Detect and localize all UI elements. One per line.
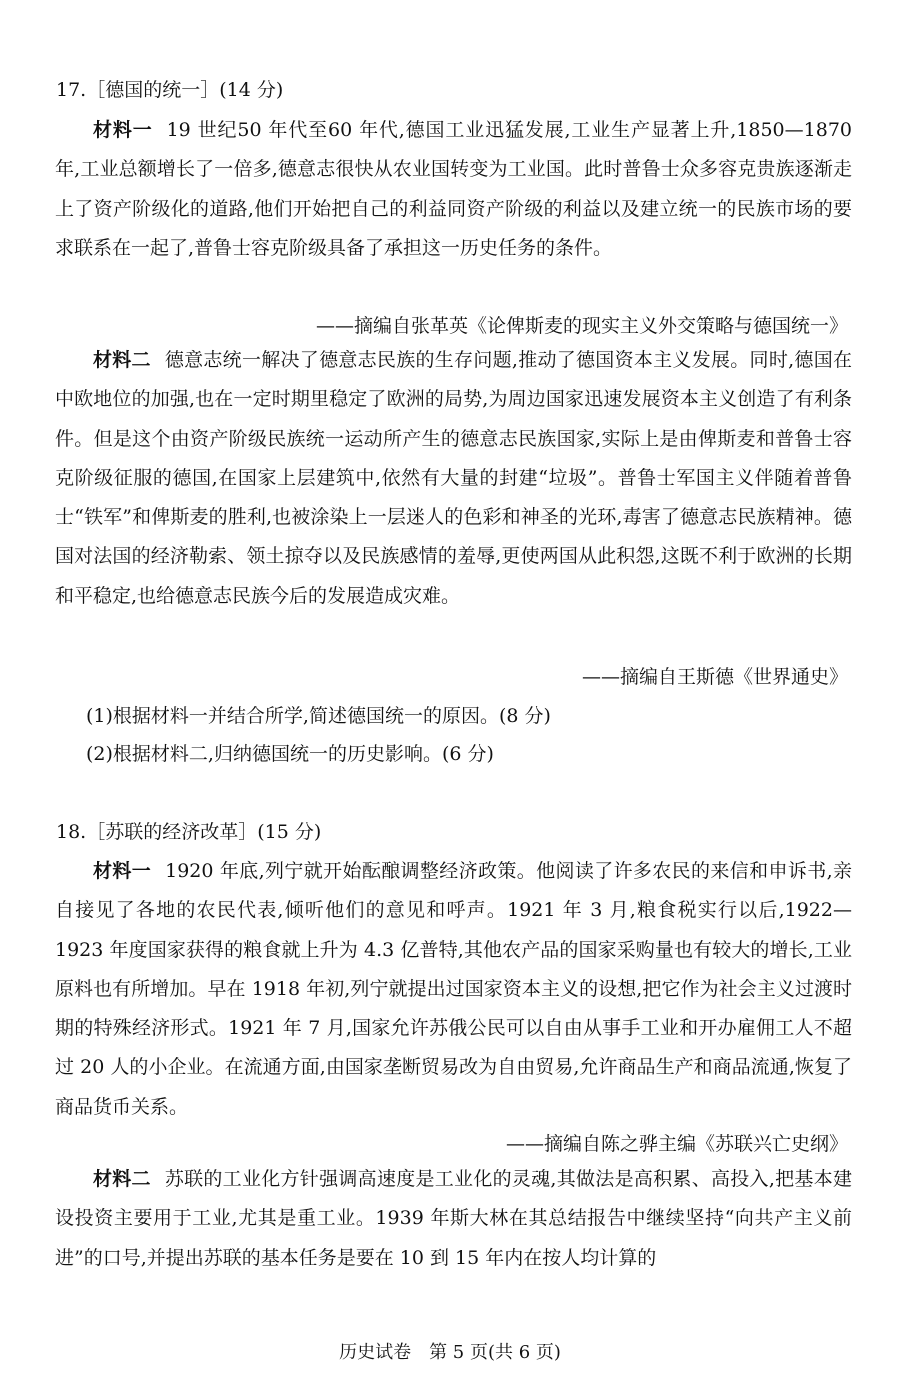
material-text: 19 世纪50 年代至60 年代,德国工业迅猛发展,工业生产显著上升,1850—1870 年,工业总额增长了一倍多,德意志很快从农业国转变为工业国。此时普鲁士众多容克贵族逐渐走上了资产阶级化的道路,他们开始把自己的利益同资产阶级的利益以及建立统一的民族市场的要求联系在一起了,普鲁士容克阶级具备了承担这一历史任务的条件。 xyxy=(55,119,852,259)
q17-material-2-source: ——摘编自王斯德《世界通史》 xyxy=(581,666,848,688)
material-text: 德意志统一解决了德意志民族的生存问题,推动了德国资本主义发展。同时,德国在中欧地位的加强,也在一定时期里稳定了欧洲的局势,为周边国家迅速发展资本主义创造了有利条件。但是这个由资产阶级民族统一运动所产生的德意志民族国家,实际上是由俾斯麦和普鲁士容克阶级征服的德国,在国家上层建筑中,依然有大量的封建“垃圾”。普鲁士军国主义伴随着普鲁士“铁军”和俾斯麦的胜利,也被涂染上一层迷人的色彩和神圣的光环,毒害了德意志民族精神。德国对法国的经济勒索、领土掠夺以及民族感情的羞辱,更使两国从此积怨,这既不利于欧洲的长期和平稳定,也给德意志民族今后的发展造成灾难。 xyxy=(55,349,852,607)
q18-material-2 xyxy=(55,1160,852,1278)
material-text: 1920 年底,列宁就开始酝酿调整经济政策。他阅读了许多农民的来信和申诉书,亲自接见了各地的农民代表,倾听他们的意见和呼声。1921 年 3 月,粮食税实行以后,1922—1923 年度国家获得的粮食就上升为 4.3 亿普特,其他农产品的国家采购量也有较大的增长,工业原料也有所增加。早在 1918 年初,列宁就提出过国家资本主义的设想,把它作为社会主义过渡时期的特殊经济形式。1921 年 7 月,国家允许苏俄公民可以自由从事手工业和开办雇佣工人不超过 20 人的小企业。在流通方面,由国家垄断贸易改为自由贸易,允许商品生产和商品流通,恢复了商品货币关系。 xyxy=(55,860,852,1118)
material-label: 材料二 xyxy=(93,1168,151,1190)
q18-material-1-source: ——摘编自陈之骅主编《苏联兴亡史纲》 xyxy=(505,1133,848,1155)
q17-material-1-source: ——摘编自张革英《论俾斯麦的现实主义外交策略与德国统一》 xyxy=(315,315,848,337)
q17-subquestion-2: (2)根据材料二,归纳德国统一的历史影响。(6 分) xyxy=(86,743,494,765)
question-17-title: 17.［德国的统一］(14 分) xyxy=(56,79,284,101)
q18-material-1 xyxy=(55,852,852,1127)
q17-material-2 xyxy=(55,341,852,616)
q17-subquestion-1: (1)根据材料一并结合所学,简述德国统一的原因。(8 分) xyxy=(86,705,551,727)
q17-material-1 xyxy=(55,111,852,268)
material-label: 材料一 xyxy=(93,860,152,882)
material-label: 材料一 xyxy=(93,119,153,141)
page-footer: 历史试卷 第 5 页(共 6 页) xyxy=(339,1342,561,1363)
material-label: 材料二 xyxy=(93,349,151,371)
material-text: 苏联的工业化方针强调高速度是工业化的灵魂,其做法是高积累、高投入,把基本建设投资主要用于工业,尤其是重工业。1939 年斯大林在其总结报告中继续坚持“向共产主义前进”的口号,并提出苏联的基本任务是要在 10 到 15 年内在按人均计算的 xyxy=(55,1168,852,1269)
question-18-title: 18.［苏联的经济改革］(15 分) xyxy=(56,821,322,843)
